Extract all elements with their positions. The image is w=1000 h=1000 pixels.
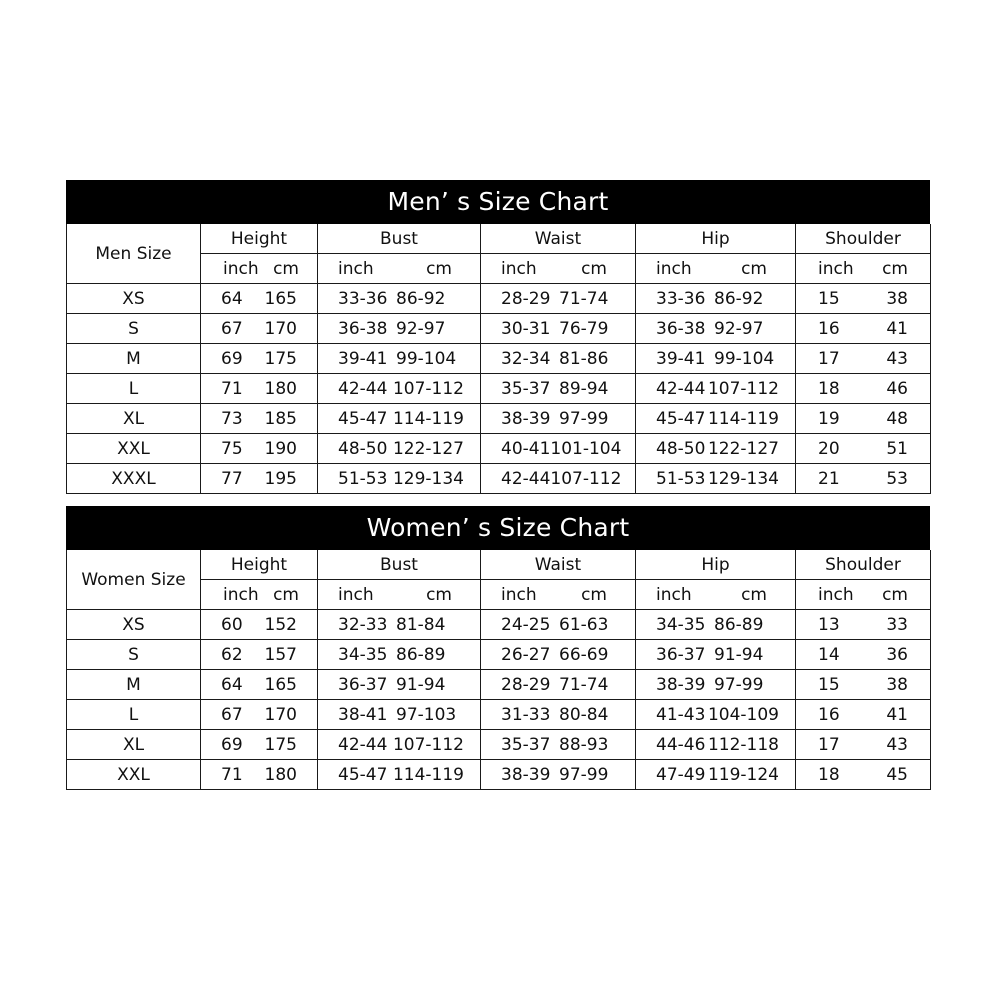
- size-cell: M: [67, 344, 201, 374]
- height-inch-value: 71: [221, 378, 243, 399]
- hip-inch-value: 45-47: [656, 408, 706, 429]
- unit-cm-label: cm: [882, 258, 908, 279]
- waist-cell: [481, 670, 636, 700]
- men-size-chart: [66, 180, 930, 494]
- size-column-header: Women Size: [67, 550, 201, 610]
- bust-cell: [318, 610, 481, 640]
- shoulder-inch-value: 15: [818, 288, 840, 309]
- waist-inch-value: 35-37: [501, 734, 551, 755]
- men-size-table: [66, 224, 931, 494]
- waist-inch-value: 28-29: [501, 674, 551, 695]
- waist-cm-value: 71-74: [559, 288, 609, 309]
- height-cell: [201, 700, 318, 730]
- table-row: [67, 314, 931, 344]
- height-cm-value: 195: [264, 468, 297, 489]
- hip-cell: [636, 404, 796, 434]
- unit-cm-label: cm: [741, 258, 767, 279]
- shoulder-inch-value: 17: [818, 734, 840, 755]
- waist-cm-value: 76-79: [559, 318, 609, 339]
- unit-inch-label: inch: [223, 584, 259, 605]
- height-cell: [201, 640, 318, 670]
- bust-cell: [318, 730, 481, 760]
- waist-cell: [481, 284, 636, 314]
- height-cm-value: 170: [264, 704, 297, 725]
- height-cm-value: 185: [264, 408, 297, 429]
- size-cell: S: [67, 640, 201, 670]
- height-cm-value: 175: [264, 348, 297, 369]
- shoulder-cell: [796, 730, 931, 760]
- shoulder-cell: [796, 700, 931, 730]
- height-inch-value: 73: [221, 408, 243, 429]
- bust-inch-value: 34-35: [338, 644, 388, 665]
- waist-cell: [481, 344, 636, 374]
- shoulder-inch-value: 14: [818, 644, 840, 665]
- size-cell: XS: [67, 284, 201, 314]
- unit-cm-label: cm: [581, 584, 607, 605]
- shoulder-cm-value: 36: [886, 644, 908, 665]
- shoulder-inch-value: 16: [818, 318, 840, 339]
- unit-cm-label: cm: [426, 584, 452, 605]
- shoulder-cell: [796, 404, 931, 434]
- unit-header-shoulder: [796, 254, 931, 284]
- hip-cell: [636, 434, 796, 464]
- waist-inch-value: 32-34: [501, 348, 551, 369]
- waist-cm-value: 81-86: [559, 348, 609, 369]
- unit-cm-label: cm: [426, 258, 452, 279]
- shoulder-inch-value: 20: [818, 438, 840, 459]
- shoulder-cell: [796, 610, 931, 640]
- men-chart-title: Men’ s Size Chart: [66, 180, 930, 224]
- waist-inch-value: 26-27: [501, 644, 551, 665]
- unit-header-shoulder: [796, 580, 931, 610]
- unit-header-height: [201, 254, 318, 284]
- waist-cell: [481, 464, 636, 494]
- unit-header-bust: [318, 254, 481, 284]
- hip-cm-value: 86-92: [714, 288, 764, 309]
- height-cell: [201, 610, 318, 640]
- bust-cm-value: 86-92: [396, 288, 446, 309]
- hip-inch-value: 36-37: [656, 644, 706, 665]
- size-cell: XXL: [67, 434, 201, 464]
- bust-cell: [318, 434, 481, 464]
- group-header-bust: Bust: [318, 550, 481, 580]
- waist-cell: [481, 610, 636, 640]
- shoulder-inch-value: 15: [818, 674, 840, 695]
- hip-inch-value: 44-46: [656, 734, 706, 755]
- waist-inch-value: 31-33: [501, 704, 551, 725]
- unit-header-waist: [481, 254, 636, 284]
- group-header-bust: Bust: [318, 224, 481, 254]
- waist-cm-value: 71-74: [559, 674, 609, 695]
- shoulder-cell: [796, 640, 931, 670]
- unit-inch-label: inch: [818, 258, 854, 279]
- group-header-waist: Waist: [481, 224, 636, 254]
- shoulder-cm-value: 41: [886, 318, 908, 339]
- hip-inch-value: 42-44: [656, 378, 706, 399]
- height-inch-value: 60: [221, 614, 243, 635]
- hip-inch-value: 38-39: [656, 674, 706, 695]
- waist-inch-value: 30-31: [501, 318, 551, 339]
- bust-cm-value: 81-84: [396, 614, 446, 635]
- height-cm-value: 157: [264, 644, 297, 665]
- waist-inch-value: 38-39: [501, 764, 551, 785]
- unit-cm-label: cm: [882, 584, 908, 605]
- table-row: [67, 404, 931, 434]
- group-header-height: Height: [201, 550, 318, 580]
- shoulder-cm-value: 53: [886, 468, 908, 489]
- height-cell: [201, 284, 318, 314]
- hip-inch-value: 39-41: [656, 348, 706, 369]
- shoulder-cell: [796, 374, 931, 404]
- waist-inch-value: 28-29: [501, 288, 551, 309]
- bust-inch-value: 45-47: [338, 408, 388, 429]
- shoulder-cm-value: 46: [886, 378, 908, 399]
- size-cell: XXXL: [67, 464, 201, 494]
- bust-cm-value: 122-127: [392, 438, 464, 459]
- size-cell: XS: [67, 610, 201, 640]
- size-cell: M: [67, 670, 201, 700]
- hip-cell: [636, 700, 796, 730]
- shoulder-cm-value: 51: [886, 438, 908, 459]
- height-cell: [201, 374, 318, 404]
- unit-header-waist: [481, 580, 636, 610]
- unit-inch-label: inch: [656, 584, 692, 605]
- waist-inch-value: 35-37: [501, 378, 551, 399]
- shoulder-cm-value: 41: [886, 704, 908, 725]
- waist-cm-value: 88-93: [559, 734, 609, 755]
- hip-cell: [636, 730, 796, 760]
- hip-cm-value: 92-97: [714, 318, 764, 339]
- bust-cell: [318, 344, 481, 374]
- unit-header-bust: [318, 580, 481, 610]
- hip-cell: [636, 640, 796, 670]
- bust-cm-value: 107-112: [392, 378, 464, 399]
- hip-cm-value: 114-119: [707, 408, 779, 429]
- bust-inch-value: 39-41: [338, 348, 388, 369]
- shoulder-cell: [796, 434, 931, 464]
- shoulder-cell: [796, 670, 931, 700]
- shoulder-cm-value: 33: [886, 614, 908, 635]
- unit-inch-label: inch: [656, 258, 692, 279]
- bust-cell: [318, 284, 481, 314]
- shoulder-cm-value: 48: [886, 408, 908, 429]
- hip-cm-value: 97-99: [714, 674, 764, 695]
- bust-inch-value: 42-44: [338, 378, 388, 399]
- height-cell: [201, 404, 318, 434]
- waist-cell: [481, 434, 636, 464]
- shoulder-cm-value: 43: [886, 734, 908, 755]
- size-cell: L: [67, 700, 201, 730]
- height-cell: [201, 434, 318, 464]
- shoulder-cm-value: 45: [886, 764, 908, 785]
- shoulder-cm-value: 38: [886, 674, 908, 695]
- hip-cm-value: 104-109: [707, 704, 779, 725]
- hip-inch-value: 41-43: [656, 704, 706, 725]
- waist-cm-value: 80-84: [559, 704, 609, 725]
- size-cell: XL: [67, 404, 201, 434]
- waist-cell: [481, 640, 636, 670]
- waist-cell: [481, 314, 636, 344]
- hip-cell: [636, 344, 796, 374]
- hip-inch-value: 33-36: [656, 288, 706, 309]
- bust-cm-value: 97-103: [396, 704, 457, 725]
- shoulder-inch-value: 13: [818, 614, 840, 635]
- height-cell: [201, 464, 318, 494]
- bust-cm-value: 114-119: [392, 764, 464, 785]
- waist-inch-value: 40-41: [501, 438, 551, 459]
- height-cm-value: 152: [264, 614, 297, 635]
- bust-cm-value: 92-97: [396, 318, 446, 339]
- waist-inch-value: 38-39: [501, 408, 551, 429]
- bust-cm-value: 129-134: [392, 468, 464, 489]
- waist-inch-value: 42-44: [501, 468, 551, 489]
- bust-cm-value: 114-119: [392, 408, 464, 429]
- hip-cell: [636, 374, 796, 404]
- waist-inch-value: 24-25: [501, 614, 551, 635]
- table-row: [67, 374, 931, 404]
- women-size-chart: [66, 506, 930, 790]
- bust-inch-value: 42-44: [338, 734, 388, 755]
- table-row: [67, 760, 931, 790]
- bust-cm-value: 86-89: [396, 644, 446, 665]
- hip-inch-value: 47-49: [656, 764, 706, 785]
- unit-cm-label: cm: [273, 258, 299, 279]
- shoulder-cell: [796, 314, 931, 344]
- bust-inch-value: 32-33: [338, 614, 388, 635]
- shoulder-inch-value: 16: [818, 704, 840, 725]
- height-inch-value: 77: [221, 468, 243, 489]
- height-cell: [201, 670, 318, 700]
- header-row-groups: [67, 550, 931, 580]
- size-column-header: Men Size: [67, 224, 201, 284]
- hip-cell: [636, 464, 796, 494]
- height-inch-value: 67: [221, 704, 243, 725]
- group-header-hip: Hip: [636, 550, 796, 580]
- bust-inch-value: 33-36: [338, 288, 388, 309]
- height-cm-value: 180: [264, 764, 297, 785]
- unit-inch-label: inch: [223, 258, 259, 279]
- bust-cell: [318, 640, 481, 670]
- waist-cm-value: 61-63: [559, 614, 609, 635]
- hip-cm-value: 91-94: [714, 644, 764, 665]
- size-cell: XL: [67, 730, 201, 760]
- header-row-groups: [67, 224, 931, 254]
- height-inch-value: 75: [221, 438, 243, 459]
- group-header-hip: Hip: [636, 224, 796, 254]
- waist-cm-value: 66-69: [559, 644, 609, 665]
- group-header-shoulder: Shoulder: [796, 550, 931, 580]
- bust-cell: [318, 700, 481, 730]
- waist-cell: [481, 760, 636, 790]
- table-row: [67, 670, 931, 700]
- shoulder-cell: [796, 344, 931, 374]
- bust-inch-value: 45-47: [338, 764, 388, 785]
- unit-header-hip: [636, 254, 796, 284]
- shoulder-inch-value: 21: [818, 468, 840, 489]
- height-inch-value: 69: [221, 348, 243, 369]
- bust-cm-value: 91-94: [396, 674, 446, 695]
- women-size-table: [66, 550, 931, 790]
- waist-cm-value: 107-112: [550, 468, 622, 489]
- waist-cell: [481, 404, 636, 434]
- hip-cell: [636, 760, 796, 790]
- group-header-height: Height: [201, 224, 318, 254]
- unit-cm-label: cm: [273, 584, 299, 605]
- height-cell: [201, 730, 318, 760]
- hip-cm-value: 107-112: [707, 378, 779, 399]
- bust-cell: [318, 670, 481, 700]
- hip-cm-value: 86-89: [714, 614, 764, 635]
- size-cell: L: [67, 374, 201, 404]
- shoulder-cell: [796, 760, 931, 790]
- unit-cm-label: cm: [581, 258, 607, 279]
- bust-inch-value: 51-53: [338, 468, 388, 489]
- hip-cell: [636, 314, 796, 344]
- unit-header-height: [201, 580, 318, 610]
- shoulder-inch-value: 18: [818, 764, 840, 785]
- unit-inch-label: inch: [818, 584, 854, 605]
- group-header-waist: Waist: [481, 550, 636, 580]
- bust-cm-value: 107-112: [392, 734, 464, 755]
- height-cell: [201, 760, 318, 790]
- shoulder-cell: [796, 464, 931, 494]
- table-row: [67, 700, 931, 730]
- hip-inch-value: 51-53: [656, 468, 706, 489]
- hip-inch-value: 34-35: [656, 614, 706, 635]
- hip-inch-value: 48-50: [656, 438, 706, 459]
- unit-header-hip: [636, 580, 796, 610]
- table-row: [67, 464, 931, 494]
- bust-inch-value: 36-37: [338, 674, 388, 695]
- bust-cell: [318, 760, 481, 790]
- table-row: [67, 284, 931, 314]
- height-cm-value: 165: [264, 674, 297, 695]
- waist-cm-value: 89-94: [559, 378, 609, 399]
- bust-inch-value: 48-50: [338, 438, 388, 459]
- bust-cell: [318, 374, 481, 404]
- height-inch-value: 67: [221, 318, 243, 339]
- height-inch-value: 64: [221, 288, 243, 309]
- hip-cell: [636, 670, 796, 700]
- height-inch-value: 62: [221, 644, 243, 665]
- table-row: [67, 730, 931, 760]
- table-row: [67, 610, 931, 640]
- bust-inch-value: 38-41: [338, 704, 388, 725]
- bust-cm-value: 99-104: [396, 348, 457, 369]
- hip-cm-value: 129-134: [707, 468, 779, 489]
- size-cell: XXL: [67, 760, 201, 790]
- bust-cell: [318, 314, 481, 344]
- shoulder-inch-value: 17: [818, 348, 840, 369]
- height-cm-value: 180: [264, 378, 297, 399]
- height-inch-value: 71: [221, 764, 243, 785]
- hip-cell: [636, 610, 796, 640]
- height-inch-value: 64: [221, 674, 243, 695]
- bust-inch-value: 36-38: [338, 318, 388, 339]
- waist-cell: [481, 730, 636, 760]
- shoulder-cm-value: 38: [886, 288, 908, 309]
- height-cm-value: 190: [264, 438, 297, 459]
- women-chart-title: Women’ s Size Chart: [66, 506, 930, 550]
- waist-cell: [481, 374, 636, 404]
- shoulder-inch-value: 19: [818, 408, 840, 429]
- waist-cm-value: 97-99: [559, 408, 609, 429]
- unit-inch-label: inch: [338, 584, 374, 605]
- hip-cm-value: 99-104: [714, 348, 775, 369]
- waist-cm-value: 101-104: [550, 438, 622, 459]
- height-cm-value: 170: [264, 318, 297, 339]
- table-row: [67, 344, 931, 374]
- height-cm-value: 165: [264, 288, 297, 309]
- table-row: [67, 434, 931, 464]
- bust-cell: [318, 464, 481, 494]
- hip-cm-value: 119-124: [707, 764, 779, 785]
- hip-cm-value: 122-127: [707, 438, 779, 459]
- bust-cell: [318, 404, 481, 434]
- height-cm-value: 175: [264, 734, 297, 755]
- table-row: [67, 640, 931, 670]
- unit-inch-label: inch: [501, 584, 537, 605]
- unit-inch-label: inch: [501, 258, 537, 279]
- shoulder-cell: [796, 284, 931, 314]
- hip-cell: [636, 284, 796, 314]
- shoulder-inch-value: 18: [818, 378, 840, 399]
- unit-inch-label: inch: [338, 258, 374, 279]
- group-header-shoulder: Shoulder: [796, 224, 931, 254]
- height-inch-value: 69: [221, 734, 243, 755]
- unit-cm-label: cm: [741, 584, 767, 605]
- hip-cm-value: 112-118: [707, 734, 779, 755]
- height-cell: [201, 314, 318, 344]
- height-cell: [201, 344, 318, 374]
- hip-inch-value: 36-38: [656, 318, 706, 339]
- waist-cell: [481, 700, 636, 730]
- waist-cm-value: 97-99: [559, 764, 609, 785]
- shoulder-cm-value: 43: [886, 348, 908, 369]
- size-cell: S: [67, 314, 201, 344]
